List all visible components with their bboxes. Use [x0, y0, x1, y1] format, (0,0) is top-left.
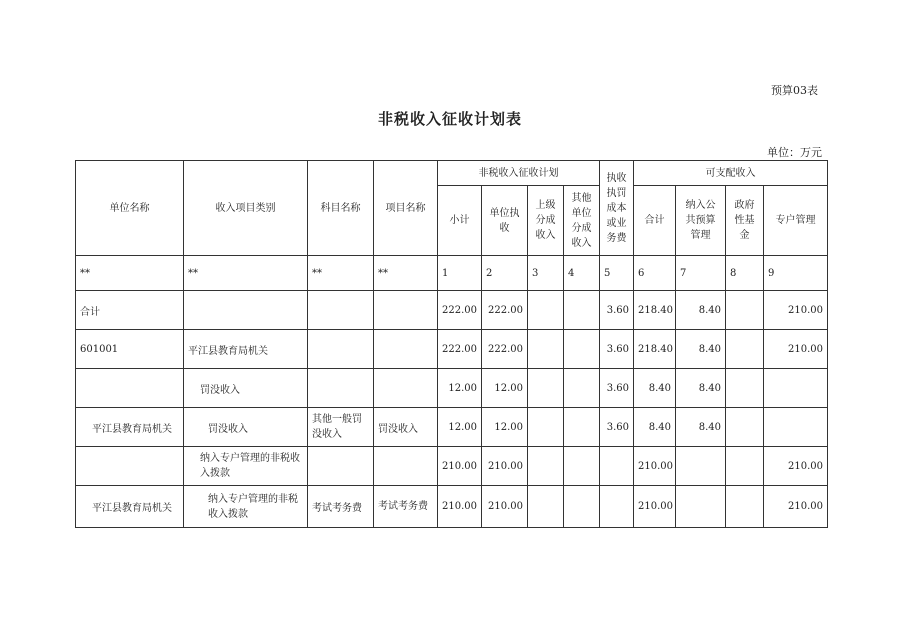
cell-unit-name: 601001: [76, 330, 184, 369]
cell-unit-exec: 222.00: [482, 330, 528, 369]
cell-special-account: 210.00: [764, 486, 828, 528]
cell-other-share: [564, 486, 600, 528]
cell-subtotal: 222.00: [438, 330, 482, 369]
header-total: 合计: [634, 186, 676, 256]
cell-public-budget: 8.40: [676, 408, 726, 447]
cell-unit-exec: 210.00: [482, 486, 528, 528]
cell-project-name: [374, 447, 438, 486]
header-disposable-group: 可支配收入: [634, 161, 828, 186]
cell-subtotal: 210.00: [438, 447, 482, 486]
index-cell: 7: [676, 256, 726, 291]
cell-subtotal: 12.00: [438, 408, 482, 447]
cell-enforce-cost: 3.60: [600, 408, 634, 447]
cell-subject-name: [308, 447, 374, 486]
cell-public-budget: 8.40: [676, 330, 726, 369]
cell-subtotal: 12.00: [438, 369, 482, 408]
cell-subject-name: 其他一般罚没收入: [308, 408, 374, 447]
cell-unit-name: [76, 369, 184, 408]
cell-income-type: [184, 291, 308, 330]
unit-label: 单位：万元: [767, 146, 822, 159]
cell-unit-exec: 210.00: [482, 447, 528, 486]
index-row: [76, 256, 828, 291]
cell-other-share: [564, 291, 600, 330]
header-unit-exec: 单位执收: [482, 186, 528, 256]
document-title: 非税收入征收计划表: [377, 110, 522, 128]
index-cell: 5: [600, 256, 634, 291]
cell-income-type: 纳入专户管理的非税收入拨款: [184, 447, 308, 486]
index-cell: **: [308, 256, 374, 291]
cell-project-name: [374, 369, 438, 408]
cell-income-type: 罚没收入: [184, 408, 308, 447]
cell-subject-name: [308, 291, 374, 330]
index-cell: 3: [528, 256, 564, 291]
cell-other-share: [564, 369, 600, 408]
cell-project-name: [374, 291, 438, 330]
cell-public-budget: 8.40: [676, 369, 726, 408]
cell-gov-fund: [726, 291, 764, 330]
table-row: [76, 486, 828, 528]
cell-gov-fund: [726, 408, 764, 447]
index-cell: **: [374, 256, 438, 291]
header-public-budget: 纳入公共预算管理: [676, 186, 726, 256]
header-gov-fund: 政府性基金: [726, 186, 764, 256]
header-subject-name: 科目名称: [308, 161, 374, 256]
cell-income-type: 纳入专户管理的非税收入拨款: [184, 486, 308, 528]
index-cell: 9: [764, 256, 828, 291]
cell-enforce-cost: [600, 447, 634, 486]
cell-gov-fund: [726, 330, 764, 369]
cell-special-account: 210.00: [764, 447, 828, 486]
cell-upper-share: [528, 447, 564, 486]
cell-total: 210.00: [634, 447, 676, 486]
cell-project-name: 罚没收入: [374, 408, 438, 447]
cell-subject-name: [308, 330, 374, 369]
header-income-type: 收入项目类别: [184, 161, 308, 256]
cell-unit-exec: 12.00: [482, 408, 528, 447]
cell-subtotal: 210.00: [438, 486, 482, 528]
cell-special-account: [764, 408, 828, 447]
index-cell: **: [184, 256, 308, 291]
header-plan-group: 非税收入征收计划: [438, 161, 600, 186]
cell-subtotal: 222.00: [438, 291, 482, 330]
table-row: [76, 369, 828, 408]
cell-project-name: 考试考务费: [374, 486, 438, 528]
index-cell: **: [76, 256, 184, 291]
cell-public-budget: [676, 447, 726, 486]
header-enforce-cost: 执收执罚成本或业务费: [600, 161, 634, 256]
cell-total: 218.40: [634, 330, 676, 369]
cell-total: 210.00: [634, 486, 676, 528]
index-cell: 1: [438, 256, 482, 291]
cell-enforce-cost: 3.60: [600, 291, 634, 330]
cell-enforce-cost: [600, 486, 634, 528]
cell-public-budget: 8.40: [676, 291, 726, 330]
cell-project-name: [374, 330, 438, 369]
cell-upper-share: [528, 330, 564, 369]
table-row: [76, 330, 828, 369]
cell-total: 8.40: [634, 408, 676, 447]
header-subtotal: 小计: [438, 186, 482, 256]
cell-gov-fund: [726, 447, 764, 486]
cell-other-share: [564, 330, 600, 369]
cell-upper-share: [528, 408, 564, 447]
cell-income-type: 罚没收入: [184, 369, 308, 408]
index-cell: 2: [482, 256, 528, 291]
cell-total: 8.40: [634, 369, 676, 408]
table-row: [76, 408, 828, 447]
cell-unit-name: 平江县教育局机关: [76, 486, 184, 528]
revenue-plan-table: [75, 160, 828, 528]
cell-gov-fund: [726, 369, 764, 408]
cell-upper-share: [528, 369, 564, 408]
table-row: [76, 291, 828, 330]
cell-special-account: 210.00: [764, 330, 828, 369]
cell-subject-name: 考试考务费: [308, 486, 374, 528]
cell-other-share: [564, 447, 600, 486]
header-unit-name: 单位名称: [76, 161, 184, 256]
cell-upper-share: [528, 486, 564, 528]
index-cell: 4: [564, 256, 600, 291]
cell-unit-exec: 12.00: [482, 369, 528, 408]
cell-unit-exec: 222.00: [482, 291, 528, 330]
header-special-account: 专户管理: [764, 186, 828, 256]
cell-income-type: 平江县教育局机关: [184, 330, 308, 369]
cell-upper-share: [528, 291, 564, 330]
header-project-name: 项目名称: [374, 161, 438, 256]
cell-unit-name: 合计: [76, 291, 184, 330]
header-upper-share: 上级分成收入: [528, 186, 564, 256]
table-row: [76, 447, 828, 486]
index-cell: 8: [726, 256, 764, 291]
cell-special-account: 210.00: [764, 291, 828, 330]
cell-subject-name: [308, 369, 374, 408]
cell-special-account: [764, 369, 828, 408]
cell-unit-name: 平江县教育局机关: [76, 408, 184, 447]
cell-public-budget: [676, 486, 726, 528]
header-other-share: 其他单位分成收入: [564, 186, 600, 256]
cell-total: 218.40: [634, 291, 676, 330]
cell-gov-fund: [726, 486, 764, 528]
cell-enforce-cost: 3.60: [600, 330, 634, 369]
cell-other-share: [564, 408, 600, 447]
cell-enforce-cost: 3.60: [600, 369, 634, 408]
index-cell: 6: [634, 256, 676, 291]
cell-unit-name: [76, 447, 184, 486]
form-code: 预算03表: [771, 84, 818, 97]
